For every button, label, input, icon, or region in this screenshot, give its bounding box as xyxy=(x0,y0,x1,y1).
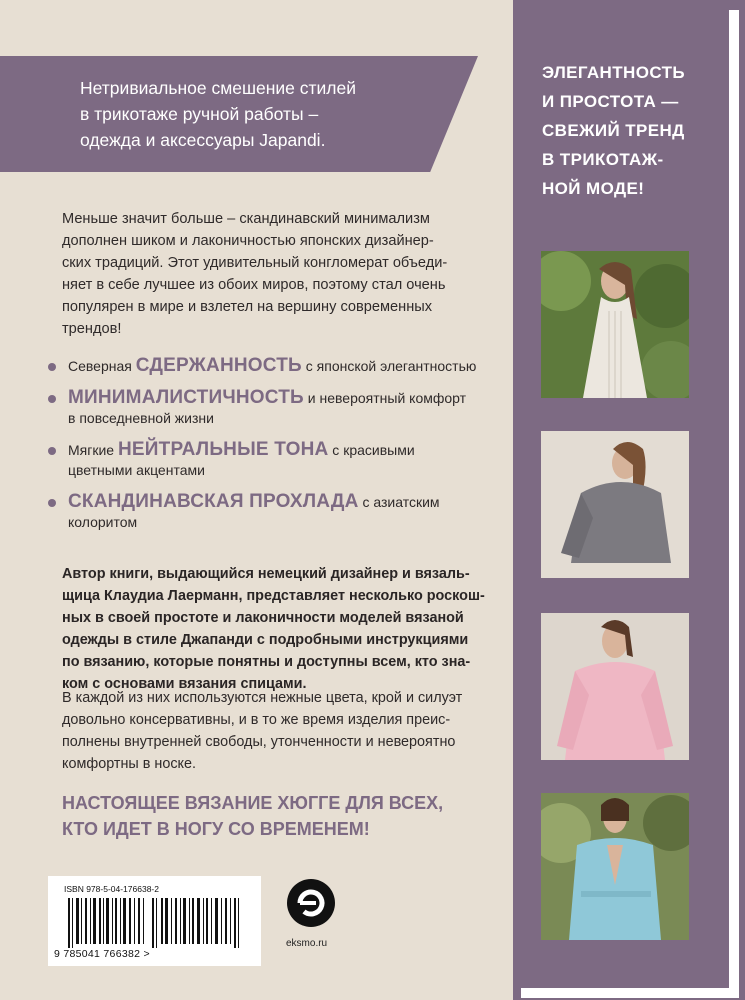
right-heading-line: ЭЛЕГАНТНОСТЬ xyxy=(542,63,685,82)
feature-item xyxy=(48,492,498,532)
feature-line2: в повседневной жизни xyxy=(68,410,214,426)
right-heading-line: НОЙ МОДЕ! xyxy=(542,179,645,198)
barcode-bars xyxy=(68,898,248,948)
slogan xyxy=(62,790,482,842)
intro-line: дополнен шиком и лаконичностью японских дизайнер- xyxy=(62,233,434,249)
intro-line: Меньше значит больше – скандинавский минимализм xyxy=(62,211,430,227)
intro-line: няет в себе лучшее из обоих миров, поэтому стал очень xyxy=(62,277,446,293)
isbn-text: ISBN 978-5-04-176638-2 xyxy=(64,884,159,894)
photo-illustration xyxy=(541,251,689,398)
bullet-icon xyxy=(48,363,56,371)
feature-accent: МИНИМАЛИСТИЧНОСТЬ xyxy=(68,387,304,408)
feature-suffix: и невероятный комфорт xyxy=(303,390,467,406)
feature-suffix: с азиатским xyxy=(358,494,440,510)
author-line: ком с основами вязания спицами. xyxy=(62,676,307,692)
bullet-icon xyxy=(48,395,56,403)
author-line: ных в своей простоте и лаконичности моделей вязаной xyxy=(62,610,464,626)
feature-item xyxy=(48,440,498,480)
bullet-icon xyxy=(48,499,56,507)
description-line: довольно консервативны, и в то же время изделия преис- xyxy=(62,712,451,728)
photo-illustration xyxy=(541,613,689,760)
author-line: щица Клаудиа Лаерманн, представляет несколько роскош- xyxy=(62,588,485,604)
feature-prefix: Мягкие xyxy=(68,442,118,458)
feature-accent: СДЕРЖАННОСТЬ xyxy=(135,355,302,376)
right-heading-line: СВЕЖИЙ ТРЕНД xyxy=(542,121,685,140)
barcode-digits: 9 785041 766382 > xyxy=(54,948,150,960)
bullet-icon xyxy=(48,447,56,455)
feature-accent: НЕЙТРАЛЬНЫЕ ТОНА xyxy=(117,439,329,460)
slogan-line: НАСТОЯЩЕЕ ВЯЗАНИЕ ХЮГГЕ ДЛЯ ВСЕХ, xyxy=(62,793,444,813)
right-heading xyxy=(542,58,722,203)
feature-suffix: с японской элегантностью xyxy=(301,358,477,374)
intro-line: популярен в мире и взлетел на вершину современных xyxy=(62,299,433,315)
publisher-site: eksmo.ru xyxy=(286,938,328,949)
feature-suffix: с красивыми xyxy=(328,442,415,458)
author-paragraph xyxy=(62,563,492,695)
white-knit-top-photo xyxy=(541,251,689,398)
description-line: В каждой из них используются нежные цвета, крой и силуэт xyxy=(62,690,463,706)
author-line: одежды в стиле Джапанди с подробными инструкциями xyxy=(62,632,469,648)
slogan-line: КТО ИДЕТ В НОГУ СО ВРЕМЕНЕМ! xyxy=(62,819,370,839)
author-line: по вязанию, которые понятны и доступны всем, кто зна- xyxy=(62,654,471,670)
feature-item xyxy=(48,356,498,376)
intro-line: трендов! xyxy=(62,321,122,337)
right-heading-line: И ПРОСТОТА — xyxy=(542,92,679,111)
feature-line2: колоритом xyxy=(68,514,138,530)
description-line: комфортны в носке. xyxy=(62,756,197,772)
description-line: полнены внутренней свободы, утонченности и невероятно xyxy=(62,734,456,750)
banner-line: в трикотаже ручной работы – xyxy=(80,104,319,124)
blue-cardigan-photo xyxy=(541,793,689,940)
intro-line: ских традиций. Этот удивительный конгломерат объеди- xyxy=(62,255,448,271)
description-paragraph xyxy=(62,687,492,775)
photo-illustration xyxy=(541,793,689,940)
feature-accent: СКАНДИНАВСКАЯ ПРОХЛАДА xyxy=(68,491,359,512)
barcode xyxy=(48,876,261,966)
eksmo-logo-icon xyxy=(286,878,336,928)
banner-line: одежда и аксессуары Japandi. xyxy=(80,130,326,150)
grey-sweater-photo xyxy=(541,431,689,578)
photo-illustration xyxy=(541,431,689,578)
author-line: Автор книги, выдающийся немецкий дизайнер и вязаль- xyxy=(62,566,470,582)
banner-text xyxy=(80,75,410,153)
right-heading-line: В ТРИКОТАЖ- xyxy=(542,150,664,169)
pink-sweater-photo xyxy=(541,613,689,760)
feature-list xyxy=(48,356,498,544)
feature-line2: цветными акцентами xyxy=(68,462,205,478)
feature-prefix: Северная xyxy=(68,358,136,374)
intro-paragraph xyxy=(62,208,484,340)
feature-item xyxy=(48,388,498,428)
banner-line: Нетривиальное смешение стилей xyxy=(80,78,357,98)
